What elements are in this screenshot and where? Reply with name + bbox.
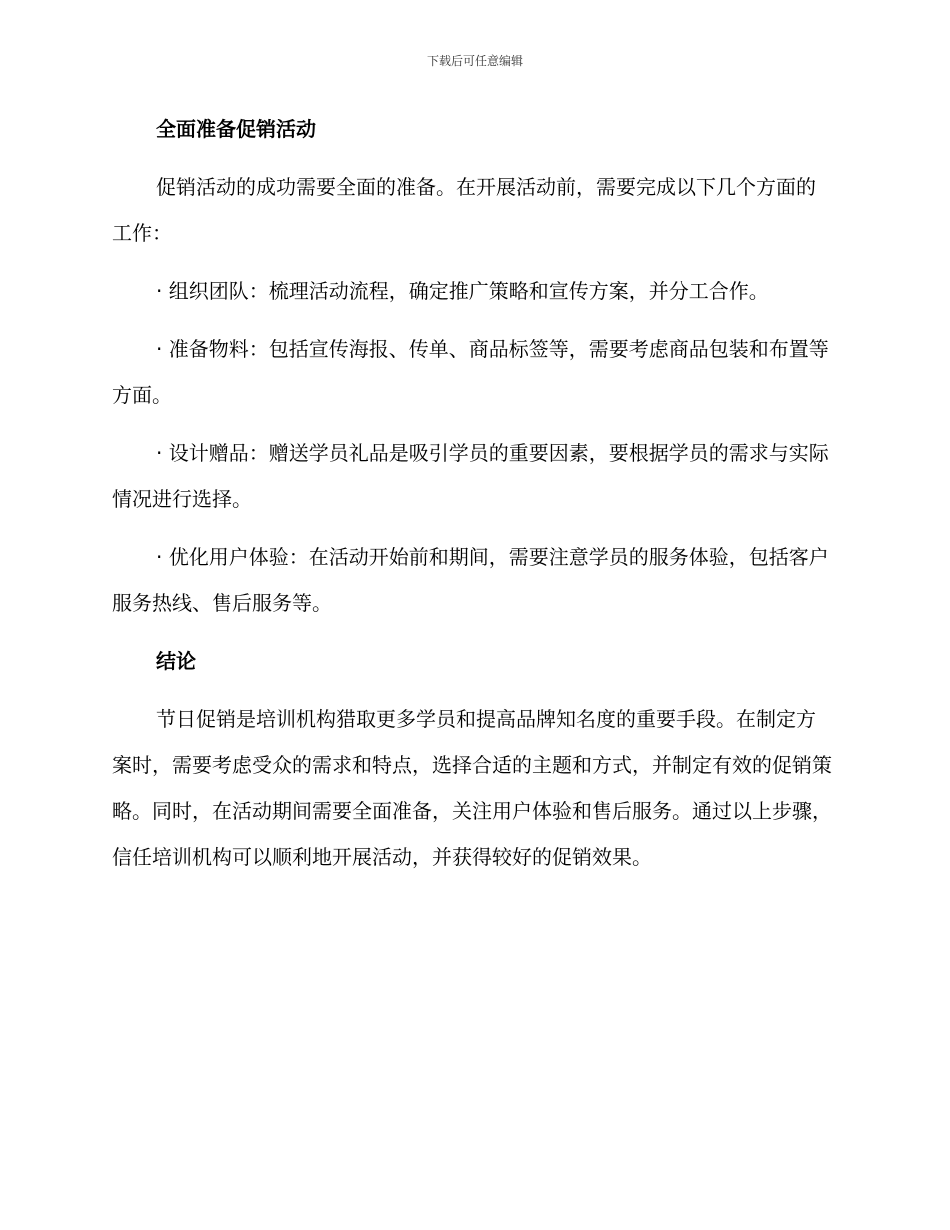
conclusion-paragraph: 节日促销是培训机构猎取更多学员和提高品牌知名度的重要手段。在制定方案时，需要考虑受众的需求和特点，选择合适的主题和方式，并制定有效的促销策略。同时，在活动期间需要全面准备，关注用户体验和售后服务。通过以上步骤，信任培训机构可以顺利地开展活动，并获得较好的促销效果。 xyxy=(112,707,832,869)
section-heading-preparation: 全面准备促销活动 xyxy=(156,117,316,141)
list-item-user-experience: · 优化用户体验：在活动开始前和期间，需要注意学员的服务体验，包括客户服务热线、售后服务等。 xyxy=(112,545,829,615)
list-item-gifts: · 设计赠品：赠送学员礼品是吸引学员的重要因素，要根据学员的需求与实际情况进行选择。 xyxy=(112,441,829,511)
list-item-materials: · 准备物料：包括宣传海报、传单、商品标签等，需要考虑商品包装和布置等方面。 xyxy=(112,337,829,407)
section-intro-paragraph: 促销活动的成功需要全面的准备。在开展活动前，需要完成以下几个方面的工作： xyxy=(112,175,816,245)
document-body xyxy=(112,106,832,892)
page-header: 下载后可任意编辑 xyxy=(426,54,523,68)
list-item-team: · 组织团队：梳理活动流程，确定推广策略和宣传方案，并分工合作。 xyxy=(156,279,769,303)
section-heading-conclusion: 结论 xyxy=(156,649,196,673)
